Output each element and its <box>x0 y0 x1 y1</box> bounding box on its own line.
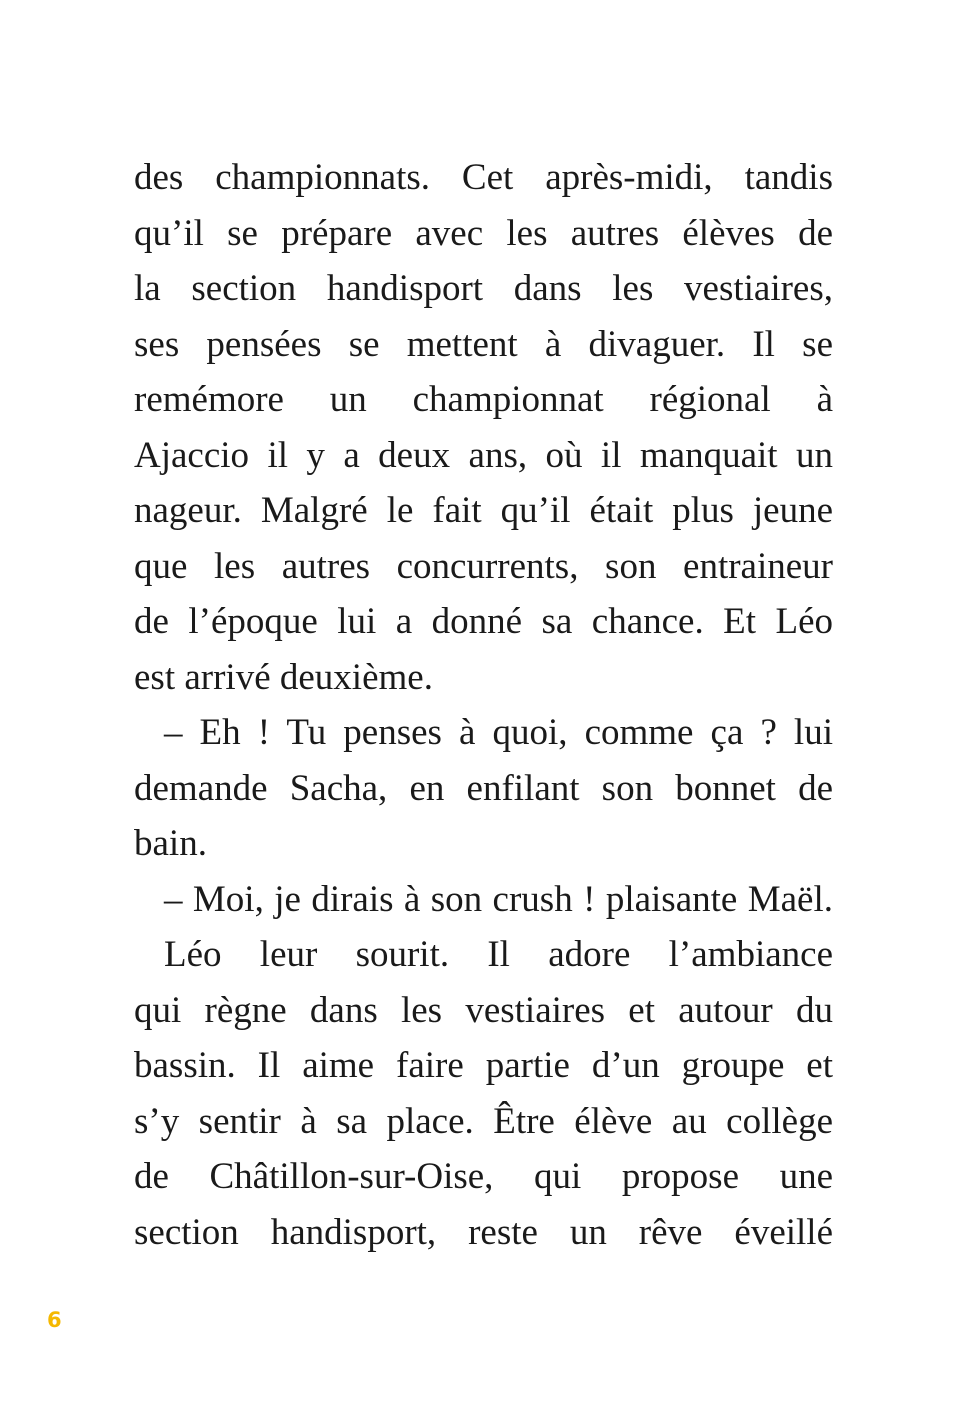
text-line: de l’époque lui a donné sa chance. Et Léo <box>134 601 833 642</box>
text-line: s’y sentir à sa place. Être élève au collège <box>134 1100 833 1142</box>
text-line: nageur. Malgré le fait qu’il était plus jeune <box>134 490 833 531</box>
text-line: de Châtillon-sur-Oise, qui propose une <box>134 1156 833 1197</box>
page-number: 6 <box>47 1308 62 1332</box>
text-line: remémore un championnat régional à <box>134 379 833 420</box>
text-line: des championnats. Cet après-midi, tandis <box>134 157 833 198</box>
text-line: demande Sacha, en enfilant son bonnet de <box>134 767 833 809</box>
text-line: – Moi, je dirais à son crush ! plaisante Maël. <box>164 878 833 920</box>
text-line: Léo leur sourit. Il adore l’ambiance <box>164 934 833 975</box>
text-line: – Eh ! Tu penses à quoi, comme ça ? lui <box>164 712 833 753</box>
body-text <box>134 150 833 1260</box>
text-line: ses pensées se mettent à divaguer. Il se <box>134 323 833 365</box>
text-line: bassin. Il aime faire partie d’un groupe et <box>134 1045 833 1086</box>
text-line: est arrivé deuxième. <box>134 656 433 698</box>
text-line: Ajaccio il y a deux ans, où il manquait un <box>134 434 833 476</box>
text-line: qui règne dans les vestiaires et autour du <box>134 989 833 1031</box>
text-line: que les autres concurrents, son entraineur <box>134 545 833 587</box>
text-line: la section handisport dans les vestiaires, <box>134 268 833 309</box>
text-line: qu’il se prépare avec les autres élèves de <box>134 212 833 254</box>
text-line: section handisport, reste un rêve éveillé <box>134 1211 833 1253</box>
text-line: bain. <box>134 823 207 864</box>
